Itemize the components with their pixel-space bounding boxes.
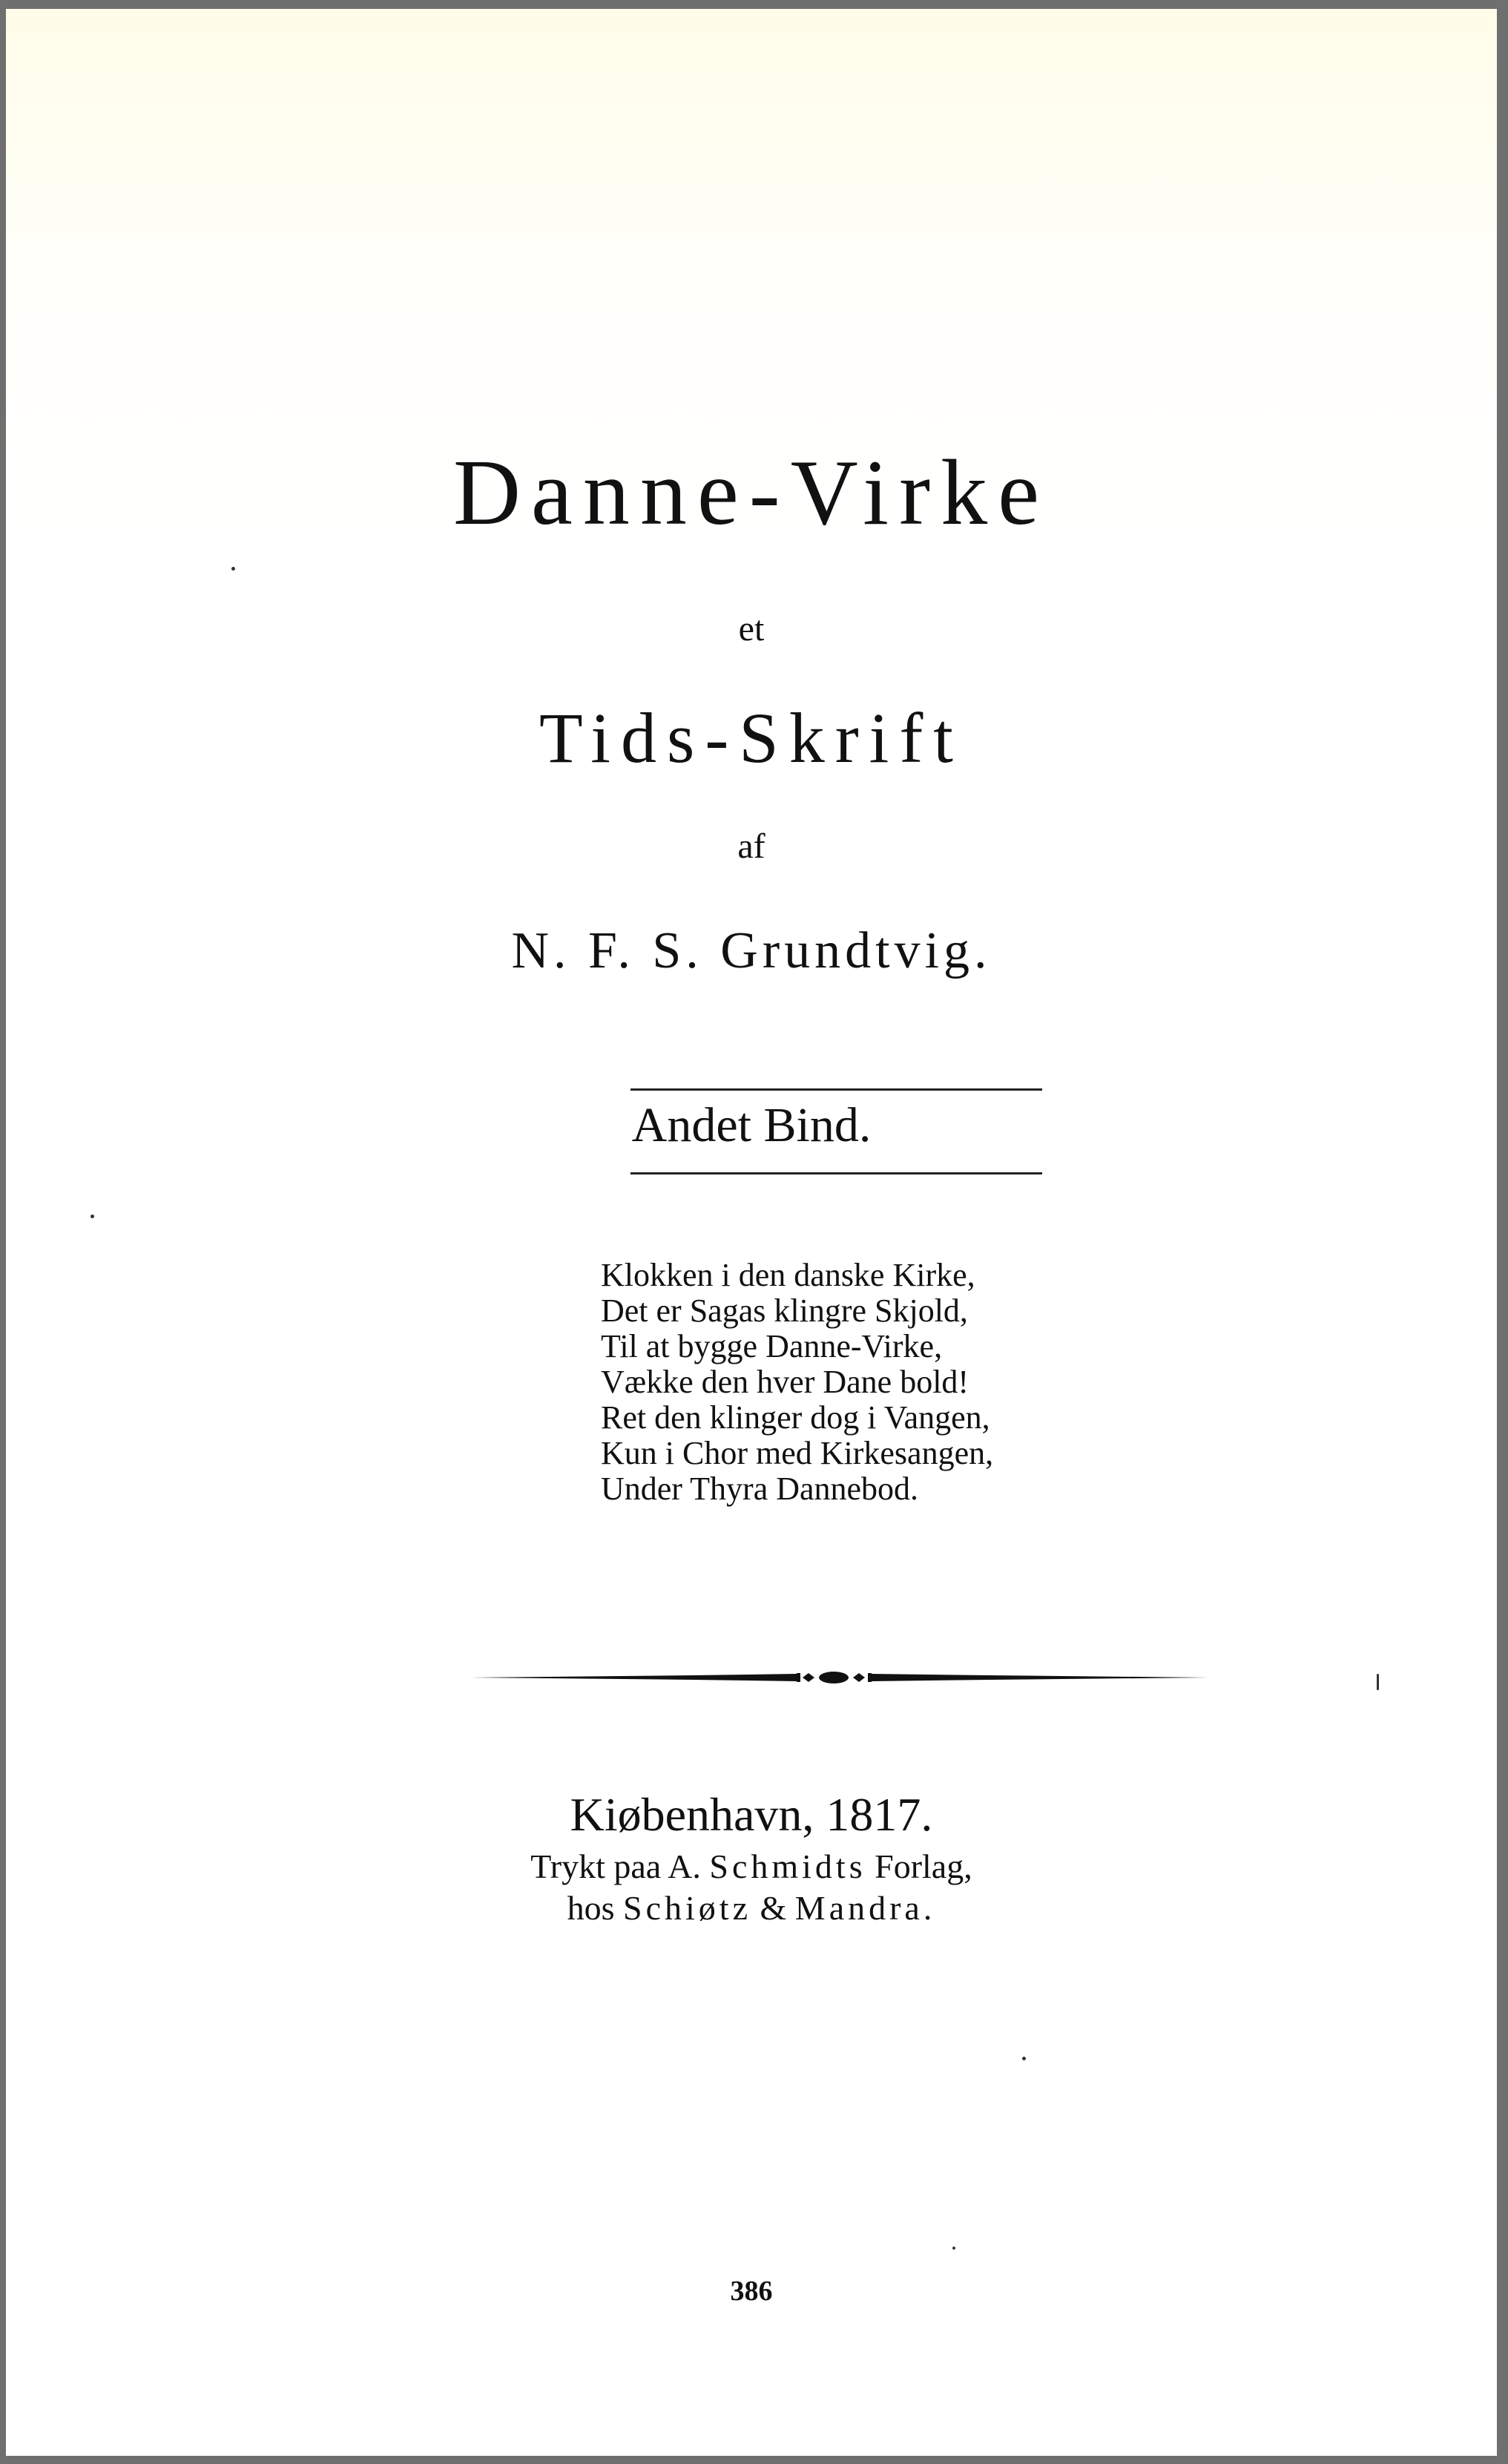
- connector-af: af: [737, 827, 765, 866]
- paper-speck: [952, 2247, 955, 2250]
- imprint-seller-line: [6, 1891, 1497, 1925]
- paper-speck: [1022, 2057, 1026, 2060]
- ampersand: &: [760, 1889, 787, 1927]
- book-title: Danne-Virke: [452, 441, 1050, 545]
- title-page: [6, 9, 1497, 2456]
- verse-line: Under Thyra Dannebod.: [601, 1471, 919, 1507]
- seller-name: Schiøtz: [623, 1889, 752, 1927]
- paper-speck: [1377, 1674, 1379, 1690]
- imprint-text: Trykt paa A.: [530, 1847, 701, 1885]
- book-subtitle: Tids-Skrift: [539, 698, 964, 778]
- publisher-name: Schmidts: [709, 1847, 866, 1885]
- paper-speck: [90, 1215, 94, 1218]
- connector-et: et: [738, 609, 765, 648]
- volume-rule-bottom: [630, 1172, 1042, 1174]
- paper-speck: [231, 567, 235, 571]
- verse-line: Vække den hver Dane bold!: [601, 1364, 969, 1400]
- epigraph-verse: [601, 1258, 993, 1507]
- seller-name: Mandra.: [794, 1889, 936, 1927]
- verse-line: Til at bygge Danne-Virke,: [601, 1328, 943, 1364]
- verse-line: Klokken i den danske Kirke,: [601, 1257, 975, 1293]
- volume-label: Andet Bind.: [631, 1098, 872, 1152]
- imprint-text: Forlag,: [875, 1847, 972, 1885]
- verse-line: Ret den klinger dog i Vangen,: [601, 1399, 990, 1436]
- verse-line: Kun i Chor med Kirkesangen,: [601, 1435, 994, 1471]
- imprint-place-year: Kiøbenhavn, 1817.: [570, 1788, 933, 1841]
- volume-rule-top: [630, 1088, 1042, 1091]
- ornamental-divider: [470, 1665, 1208, 1690]
- page-number: 386: [730, 2276, 773, 2307]
- author-name: N. F. S. Grundtvig.: [511, 922, 992, 979]
- imprint-text: hos: [567, 1889, 615, 1927]
- verse-line: Det er Sagas klingre Skjold,: [601, 1292, 968, 1329]
- imprint-printer-line: [6, 1847, 1497, 1885]
